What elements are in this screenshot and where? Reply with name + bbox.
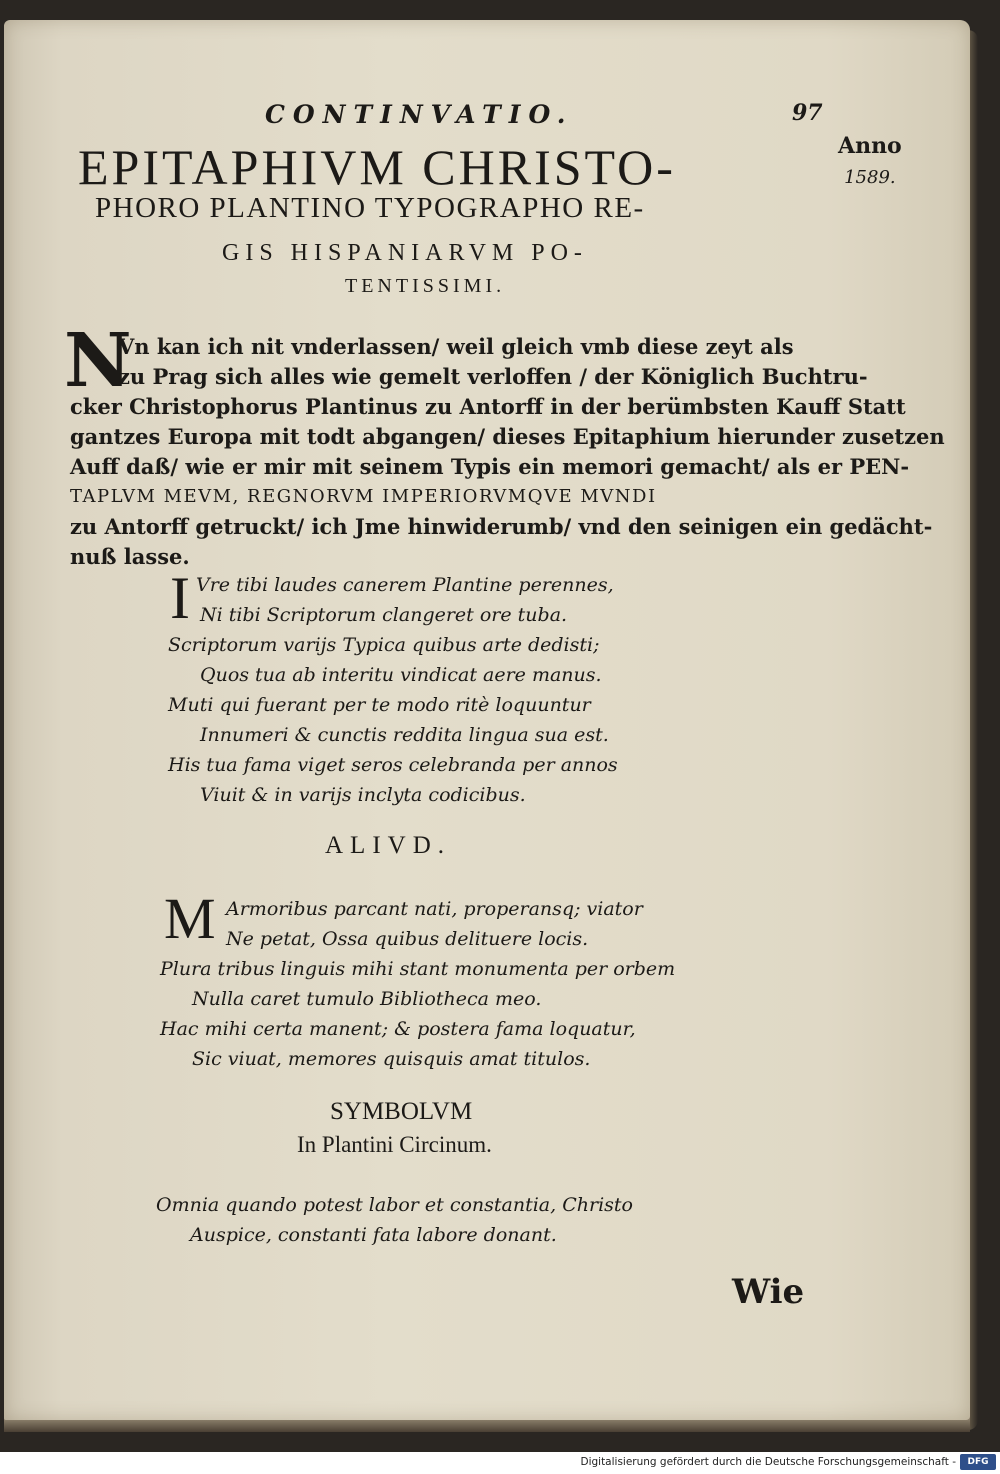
verse-line: Viuit & in varijs inclyta codicibus. (200, 784, 526, 806)
verse-line: Ne petat, Ossa quibus delituere locis. (226, 928, 589, 950)
symbolum-verse (156, 1190, 633, 1250)
running-head: CONTINVATIO. (265, 100, 574, 129)
verse-line: Ni tibi Scriptorum clangeret ore tuba. (200, 604, 568, 626)
aliud-verse (160, 894, 675, 1074)
epitaph-verse (168, 565, 618, 810)
verse-line: Innumeri & cunctis reddita lingua sua est. (200, 724, 609, 746)
prose-line: Auff daß/ wie er mir mit seinem Typis ein memori gemacht/ als er PEN- (70, 454, 910, 479)
drop-cap: N (64, 318, 132, 404)
verse-line: Quos tua ab interitu vindicat aere manus. (200, 664, 602, 686)
margin-label: Anno (838, 133, 902, 159)
prose-line: TAPLVM MEVM, REGNORVM IMPERIORVMQVE MVNDI (70, 486, 657, 507)
prose-line: cker Christophorus Plantinus zu Antorff in der berümbsten Kauff Statt (70, 394, 906, 419)
prose-line: gantzes Europa mit todt abgangen/ dieses Epitaphium hierunder zusetzen (70, 424, 945, 449)
dfg-logo-icon: DFG (960, 1454, 996, 1470)
verse-line: Plura tribus linguis mihi stant monumenta per orbem (160, 958, 676, 980)
symbolum-heading: SYMBOLVM (330, 1098, 473, 1125)
prose-paragraph (70, 332, 945, 572)
title-line-3: GIS HISPANIARVM PO- (222, 240, 588, 266)
title-line-4: TENTISSIMI. (345, 275, 506, 297)
verse-line: Muti qui fuerant per te modo ritè loquuntur (168, 694, 591, 716)
prose-line: zu Antorff getruckt/ ich Jme hinwiderumb/ vnd den seinigen ein gedächt- (70, 514, 933, 539)
page-number: 97 (792, 100, 823, 126)
margin-year: 1589. (844, 167, 896, 188)
verse-line: Hac mihi certa manent; & postera fama loquatur, (160, 1018, 636, 1040)
title-line-2: PHORO PLANTINO TYPOGRAPHO RE- (95, 192, 645, 224)
verse-line: Omnia quando potest labor et constantia, Christo (156, 1194, 633, 1216)
verse-line: Auspice, constanti fata labore donant. (190, 1224, 557, 1246)
symbolum-subtitle: In Plantini Circinum. (297, 1132, 492, 1157)
verse-line: Nulla caret tumulo Bibliotheca meo. (192, 988, 542, 1010)
verse-line: Scriptorum varijs Typica quibus arte dedisti; (168, 634, 600, 656)
verse-initial: I (170, 565, 190, 631)
title-line-1: EPITAPHIVM CHRISTO- (78, 139, 676, 195)
verse-line: Armoribus parcant nati, properansq; viator (226, 898, 643, 920)
catchword: Wie (732, 1272, 805, 1312)
verse-line: Sic viuat, memores quisquis amat titulos. (192, 1048, 591, 1070)
verse-line: His tua fama viget seros celebranda per annos (168, 754, 618, 776)
prose-line: zu Prag sich alles wie gemelt verloffen / der Königlich Buchtru- (118, 364, 868, 389)
verse-line: Vre tibi laudes canerem Plantine perennes, (196, 574, 614, 596)
prose-line: Vn kan ich nit vnderlassen/ weil gleich vmb diese zeyt als (118, 334, 794, 359)
margin-note (838, 130, 902, 194)
verse-initial: M (164, 886, 216, 951)
prose-line: nuß lasse. (70, 544, 190, 569)
digitization-credit: Digitalisierung gefördert durch die Deutsche Forschungsgemeinschaft - (580, 1456, 956, 1468)
section-heading-aliud: ALIVD. (325, 832, 452, 859)
